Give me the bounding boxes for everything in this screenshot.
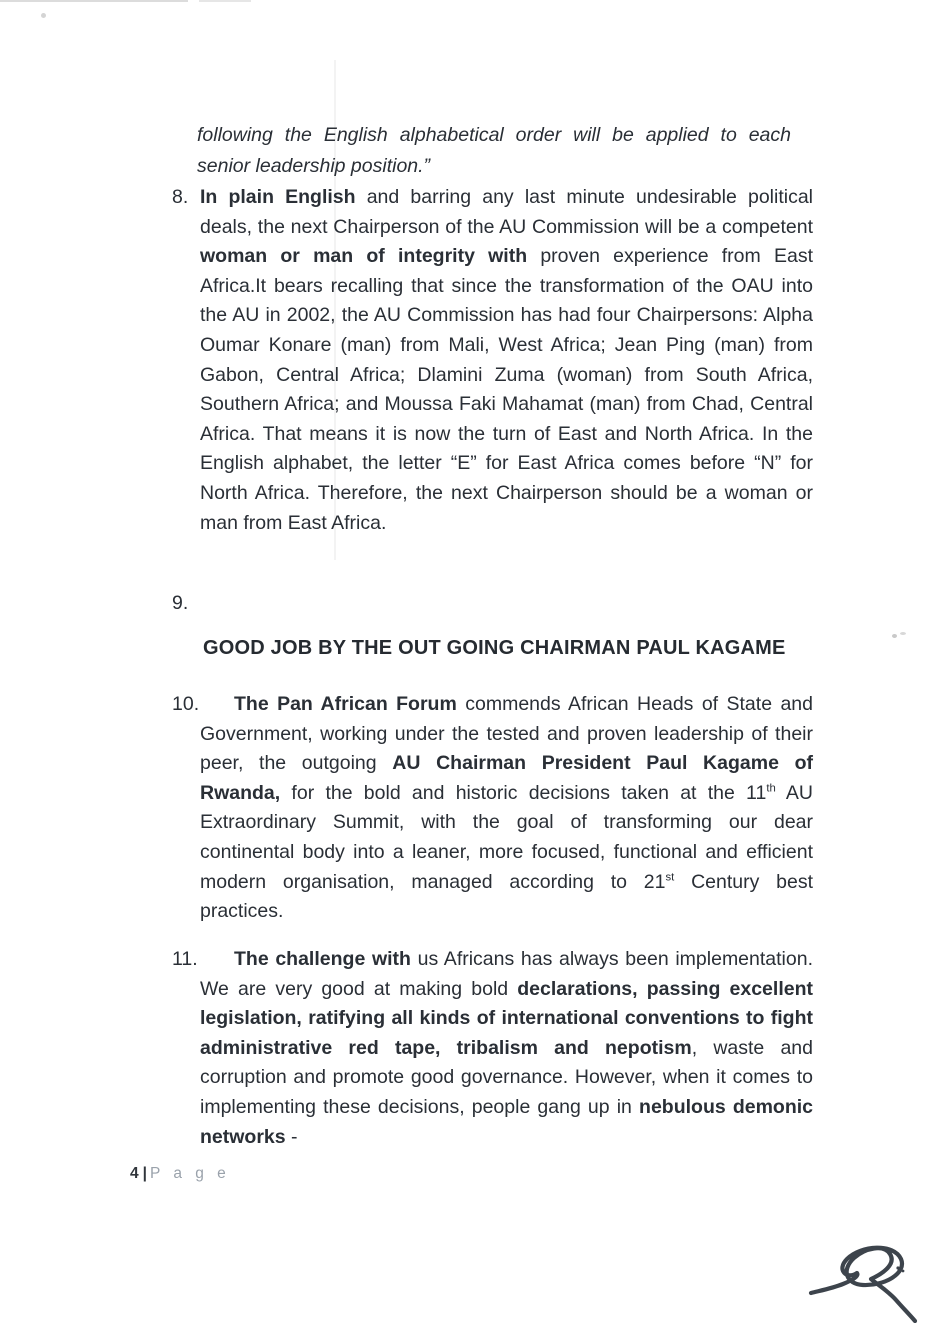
list-item-10 [172, 690, 814, 927]
scan-artifact-speck [41, 13, 46, 18]
item-number: 8. [172, 186, 189, 208]
section-heading: GOOD JOB BY THE OUT GOING CHAIRMAN PAUL KAGAME [203, 637, 786, 659]
scan-artifact-top-line [0, 0, 188, 2]
item-body: In plain English and barring any last minute undesirable political deals, the next Chairperson of the AU Commission will be a competent woman or man of integrity with proven experience from East Africa.It bears recalling that since the transformation of the OAU into the AU in 2002, the AU Commission has had four Chairpersons: Alpha Oumar Konare (man) from Mali, West Africa; Jean Ping (man) from Gabon, Central Africa; Dlamini Zuma (woman) from South Africa, Southern Africa; and Moussa Faki Mahamat (man) from Chad, Central Africa. That means it is now the turn of East and North Africa. In the English alphabet, the letter “E” for East Africa comes before “N” for North Africa. Therefore, the next Chairperson should be a woman or man from East Africa. [200, 186, 814, 534]
page-number: 4 [130, 1165, 139, 1182]
footer-separator: | [142, 1165, 147, 1182]
scan-artifact-top-line-2 [199, 0, 251, 2]
item-body [200, 589, 813, 619]
scan-artifact-speck [900, 632, 906, 635]
list-item-11 [172, 945, 814, 1152]
scan-artifact-speck [892, 634, 897, 638]
footer-label: P a g e [149, 1165, 231, 1182]
block-quote-continuation: following the English alphabetical order will be applied to each senior leadership position.” [197, 123, 791, 177]
item-number: 10. [172, 693, 200, 715]
list-item-9 [172, 589, 814, 619]
page-footer [130, 1165, 230, 1183]
signature-scribble [799, 1222, 935, 1323]
item-number: 9. [172, 592, 189, 614]
item-number: 11. [172, 948, 198, 970]
item-body: The Pan African Forum commends African Heads of State and Government, working under the tested and proven leadership of their peer, the outgoing AU Chairman President Paul Kagame of Rwanda, for the bold and historic decisions taken at the 11th AU Extraordinary Summit, with the goal of transforming our dear continental body into a leaner, more focused, functional and efficient modern organisation, managed according to 21st Century best practices. [200, 693, 813, 923]
list-item-8 [172, 183, 814, 538]
item-body: The challenge with us Africans has always been implementation. We are very good at making bold declarations, passing excellent legislation, ratifying all kinds of international conventions to fight administrative red tape, tribalism and nepotism, waste and corruption and promote good governance. However, when it comes to implementing these decisions, people gang up in nebulous demonic networks - [200, 948, 813, 1148]
